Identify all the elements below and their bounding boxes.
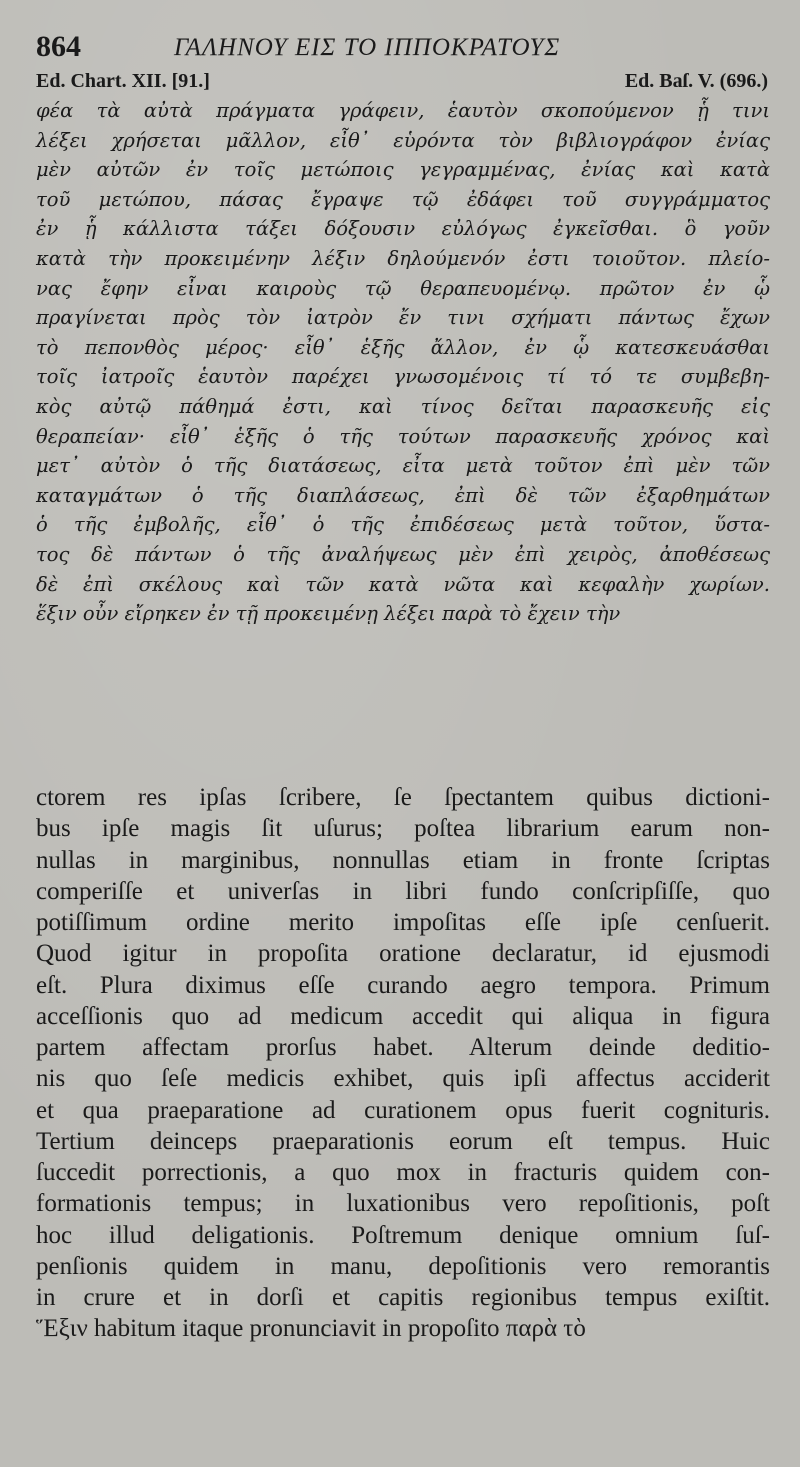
latin-text-line: nis quo ſeſe medicis exhibet, quis ipſi affectus acciderit <box>36 1065 770 1093</box>
edition-references <box>36 70 768 96</box>
latin-text-line: ſuccedit porrectionis, a quo mox in fracturis quidem con- <box>36 1159 770 1186</box>
latin-text-line: bus ipſe magis ſit uſurus; poſtea librarium earum non- <box>36 815 770 843</box>
latin-text-line: eſt. Plura diximus eſſe curando aegro tempora. Primum <box>36 971 770 999</box>
greek-text-line: τοῖς ἰατροῖς ἑαυτὸν παρέχει γνωσομένοις τί τό τε συμβεβη- <box>36 365 770 389</box>
latin-text-line: et qua praeparatione ad curationem opus fuerit cognituris. <box>36 1096 770 1124</box>
greek-text-line: κατὰ τὴν προκειμένην λέξιν δηλούμενόν ἐστι τοιοῦτον. πλείο- <box>36 246 770 270</box>
edition-chart-reference: Ed. Chart. XII. [91.] <box>36 70 210 92</box>
edition-basel-reference: Ed. Baſ. V. (696.) <box>624 70 768 92</box>
latin-text-line: Quod igitur in propoſita oratione declaratur, id ejusmodi <box>36 940 770 968</box>
running-title: ΓΑΛΗΝΟΥ ΕΙΣ ΤΟ ΙΠΠΟΚΡΑΤΟΥΣ <box>174 34 561 61</box>
latin-text-line: in crure et in dorſi et capitis regionibus tempus exiſtit. <box>36 1284 770 1311</box>
greek-text-line: δὲ ἐπὶ σκέλους καὶ τῶν κατὰ νῶτα καὶ κεφαλὴν χωρίων. <box>36 572 770 596</box>
greek-text-line: ἕξιν οὖν εἴρηκεν ἐν τῇ προκειμένῃ λέξει παρὰ τὸ ἔχειν τὴν <box>36 602 621 626</box>
greek-text-line: τὸ πεπονθὸς μέρος· εἶθ᾽ ἑξῆς ἄλλον, ἐν ᾧ κατεσκευάσθαι <box>36 335 770 359</box>
page-header <box>36 26 776 66</box>
greek-text-line: ὁ τῆς ἐμβολῆς, εἶθ᾽ ὁ τῆς ἐπιδέσεως μετὰ τοῦτον, ὕστα- <box>36 513 770 537</box>
greek-text-line: ἐν ᾗ κάλλιστα τάξει δόξουσιν εὐλόγως ἐγκεῖσθαι. ὃ γοῦν <box>36 217 770 241</box>
latin-text-line: Tertium deinceps praeparationis eorum eſt tempus. Huic <box>36 1127 770 1155</box>
greek-text-line: μὲν αὐτῶν ἐν τοῖς μετώποις γεγραμμένας, ἐνίας καὶ κατὰ <box>36 158 770 182</box>
latin-text-line: partem affectam prorſus habet. Alterum deinde deditio- <box>36 1034 770 1061</box>
latin-text-line: hoc illud deligationis. Poſtremum denique omnium ſuſ- <box>36 1221 770 1249</box>
latin-text-line: comperiſſe et univerſas in libri fundo conſcripſiſſe, quo <box>36 877 770 905</box>
latin-text-line: formationis tempus; in luxationibus vero repoſitionis, poſt <box>36 1190 770 1218</box>
latin-text-line: penſionis quidem in manu, depoſitionis vero remorantis <box>36 1252 770 1280</box>
greek-text-line: κὸς αὐτῷ πάθημά ἐστι, καὶ τίνος δεῖται παρασκευῆς εἰς <box>36 394 770 418</box>
latin-text-line: ctorem res ipſas ſcribere, ſe ſpectantem quibus dictioni- <box>36 784 770 811</box>
latin-text-line: nullas in marginibus, nonnullas etiam in fronte ſcriptas <box>36 846 770 874</box>
greek-text-line: νας ἔφην εἶναι καιροὺς τῷ θεραπευομένῳ. πρῶτον ἐν ᾧ <box>36 276 770 300</box>
latin-text-line: potiſſimum ordine merito impoſitas eſſe ipſe cenſuerit. <box>36 909 770 936</box>
greek-text-line: καταγμάτων ὁ τῆς διαπλάσεως, ἐπὶ δὲ τῶν ἐξαρθημάτων <box>36 483 770 507</box>
greek-text-line: τοῦ μετώπου, πάσας ἔγραψε τῷ ἐδάφει τοῦ συγγράμματος <box>36 187 770 211</box>
greek-text-block <box>36 96 770 629</box>
greek-text-line: φέα τὰ αὐτὰ πράγματα γράφειν, ἑαυτὸν σκοπούμενον ᾗ τινι <box>36 99 770 122</box>
latin-text-line: Ἕξιν habitum itaque pronunciavit in propoſito παρὰ τὸ <box>36 1315 586 1343</box>
greek-text-line: θεραπείαν· εἶθ᾽ ἑξῆς ὁ τῆς τούτων παρασκευῆς χρόνος καὶ <box>36 424 770 448</box>
greek-text-line: μετ᾽ αὐτὸν ὁ τῆς διατάσεως, εἶτα μετὰ τοῦτον ἐπὶ μὲν τῶν <box>36 454 770 478</box>
page-number: 864 <box>36 30 81 63</box>
greek-text-line: πραγίνεται πρὸς τὸν ἰατρὸν ἔν τινι σχήματι πάντως ἔχων <box>36 306 770 330</box>
greek-text-line: λέξει χρήσεται μᾶλλον, εἶθ᾽ εὑρόντα τὸν βιβλιογράφον ἐνίας <box>36 128 770 152</box>
latin-text-line: acceſſionis quo ad medicum accedit qui aliqua in figura <box>36 1002 770 1030</box>
latin-translation-block <box>36 782 770 1345</box>
greek-text-line: τος δὲ πάντων ὁ τῆς ἀναλήψεως μὲν ἐπὶ χειρὸς, ἀποθέσεως <box>36 542 770 566</box>
